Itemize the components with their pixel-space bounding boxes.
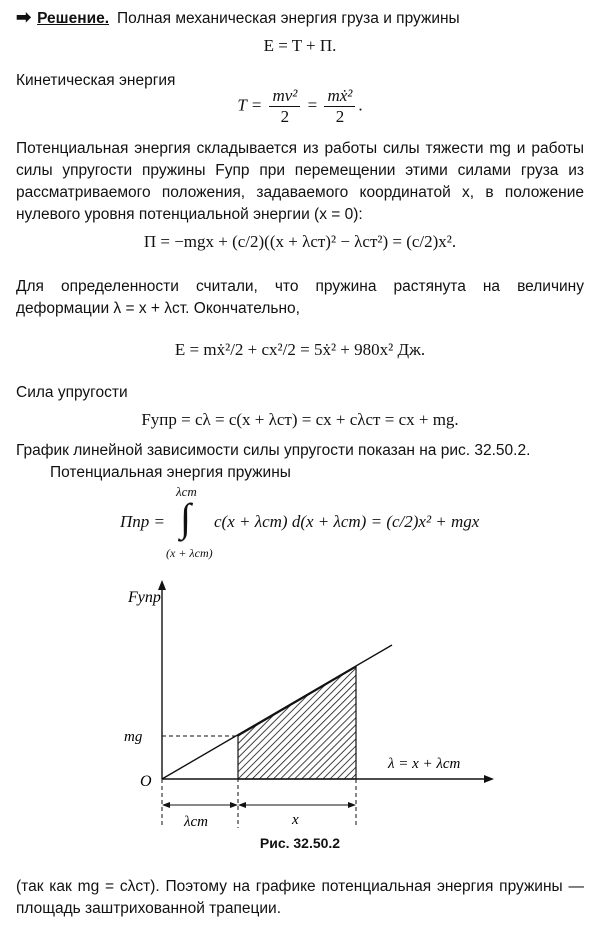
fraction <box>324 86 355 127</box>
eq-integral-upper: λст <box>176 484 197 499</box>
integral-sign-icon: ∫ <box>180 495 191 540</box>
dimension-arrow-icon <box>230 802 238 808</box>
fraction-numerator: mv² <box>269 86 300 107</box>
dimension-arrow-icon <box>162 802 170 808</box>
x-label: x <box>292 812 299 828</box>
origin-label: O <box>140 773 152 790</box>
fraction-denominator: 2 <box>335 107 345 126</box>
hatched-trapezoid <box>238 667 356 779</box>
fraction-numerator: mẋ² <box>324 86 355 107</box>
eq-integral-lhs: Πпр = <box>120 512 165 531</box>
mg-label: mg <box>124 729 143 745</box>
eq-kinetic-lhs: T = <box>237 95 263 115</box>
fraction-denominator: 2 <box>280 107 290 126</box>
x-axis-label: λ = x + λст <box>388 756 461 772</box>
kinetic-label: Кинетическая энергия <box>16 72 176 89</box>
figure-caption: Рис. 32.50.2 <box>259 835 341 851</box>
solution-header: Решение. <box>37 10 110 27</box>
intro-text: Полная механическая энергия груза и пружины <box>117 10 460 27</box>
dimension-arrow-icon <box>238 802 246 808</box>
equation-energy-total: E = T + Π. <box>263 36 337 55</box>
x-axis-arrow-icon <box>484 775 494 783</box>
potential-paragraph: Потенциальная энергия складывается из работы силы тяжести mg и работы силы упругости пружины Fупр при перемещении этими силами груза из рассматриваемого положения, задаваемого координатой x, в положение нулевого уровня потенциальной энергии (x = 0): <box>16 140 584 223</box>
graph-reference: График линейной зависимости силы упругости показан на рис. 32.50.2. <box>16 442 531 459</box>
lambda-st-label: λст <box>184 814 208 830</box>
conclusion-paragraph: (так как mg = cλст). Поэтому на графике потенциальная энергия пружины — площадь заштрихованной трапеции. <box>16 878 584 917</box>
dimension-arrow-icon <box>348 802 356 808</box>
solution-intro <box>16 6 584 30</box>
eq-period: . <box>358 95 363 115</box>
eq-integral-lower: (x + λст) <box>166 546 213 560</box>
definiteness-paragraph: Для определенности считали, что пружина растянута на величину деформации λ = x + λст. Окончательно, <box>16 278 584 317</box>
arrow-right-icon: ➡ <box>16 7 32 27</box>
spring-potential-label: Потенциальная энергия пружины <box>50 464 291 481</box>
equation-integral <box>0 484 600 564</box>
equation-energy-final: E = mẋ²/2 + cx²/2 = 5ẋ² + 980x² Дж. <box>174 340 426 359</box>
force-graph <box>0 578 600 834</box>
equation-potential: Π = −mgx + (c/2)((x + λст)² − λст²) = (c/2)x². <box>143 232 457 251</box>
elastic-force-label: Сила упругости <box>16 384 128 401</box>
equation-elastic-force: Fупр = cλ = c(x + λст) = cx + cλст = cx + mg. <box>141 410 459 429</box>
eq-integral-body: c(x + λст) d(x + λст) = (c/2)x² + mgx <box>214 512 480 531</box>
y-axis-label: Fупр <box>128 589 161 606</box>
fraction <box>269 86 300 127</box>
equation-kinetic <box>0 86 600 127</box>
equals-sign: = <box>307 95 318 115</box>
